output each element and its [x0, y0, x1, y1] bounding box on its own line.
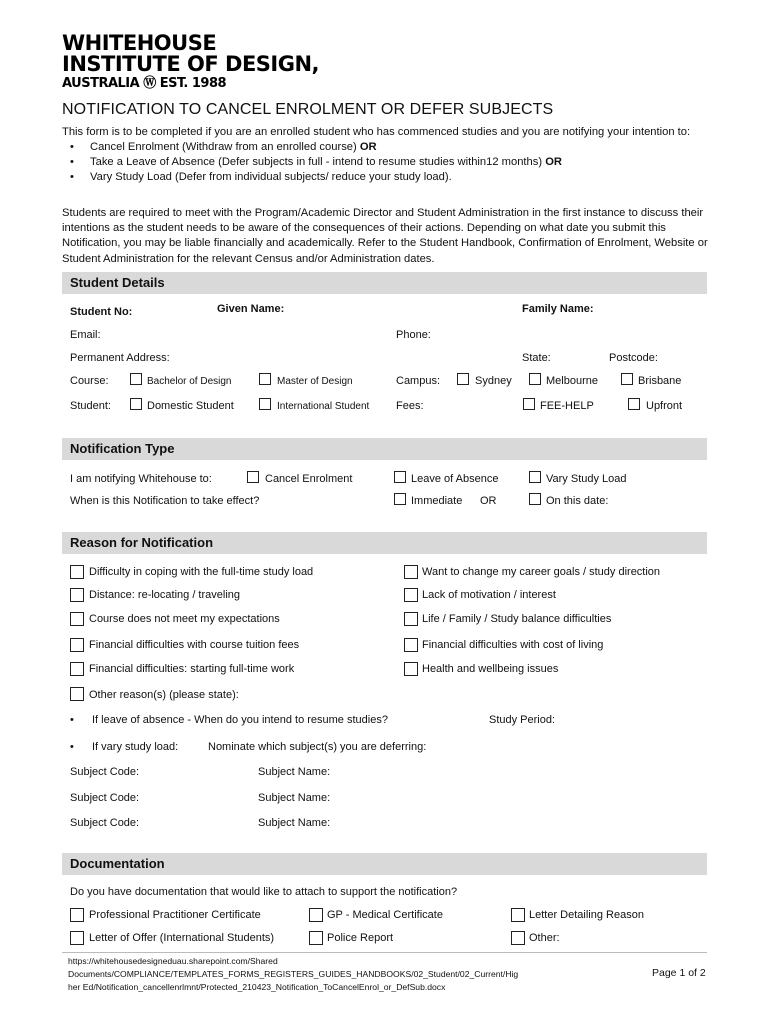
vary-study-load-label: Vary Study Load	[546, 473, 627, 485]
doc-checkbox[interactable]	[70, 931, 84, 945]
footer-line: https://whitehousedesigneduau.sharepoint.com/Shared	[68, 956, 278, 966]
subject-code-label: Subject Code:	[70, 792, 140, 804]
doc-label: Police Report	[327, 932, 394, 944]
footer-line: her Ed/Notification_cancellenrlmnt/Protected_210423_Notification_ToCancelEnrol_or_DefSub.docx	[68, 982, 446, 992]
state-label: State:	[522, 352, 551, 364]
intro-text: This form is to be completed if you are an enrolled student who has commenced studies and you are notifying your intention to:	[62, 126, 691, 138]
doc-label: Letter of Offer (International Students)	[89, 932, 275, 944]
reason-checkbox[interactable]	[70, 662, 84, 676]
leave-of-absence-checkbox[interactable]	[394, 471, 406, 483]
feehelp-label: FEE-HELP	[540, 400, 594, 412]
institute-logo	[62, 33, 319, 93]
phone-label: Phone:	[396, 329, 431, 341]
reason-checkbox[interactable]	[404, 612, 418, 626]
subject-name-label: Subject Name:	[258, 817, 331, 829]
student-details-header	[62, 272, 707, 294]
feehelp-checkbox[interactable]	[523, 398, 535, 410]
other-reason-label: Other reason(s) (please state):	[89, 689, 239, 701]
given-name-label: Given Name:	[217, 303, 285, 315]
subject-code-label: Subject Code:	[70, 817, 140, 829]
cancel-enrolment-checkbox[interactable]	[247, 471, 259, 483]
sydney-label: Sydney	[475, 375, 512, 387]
domestic-checkbox[interactable]	[130, 398, 142, 410]
melbourne-label: Melbourne	[546, 375, 598, 387]
international-label: International Student	[277, 401, 370, 412]
immediate-checkbox[interactable]	[394, 493, 406, 505]
leave-question: • If leave of absence - When do you intend to resume studies?	[92, 714, 388, 726]
fees-label: Fees:	[396, 400, 424, 412]
brisbane-label: Brisbane	[638, 375, 682, 387]
documentation-question: Do you have documentation that would like to attach to support the notification?	[70, 886, 458, 898]
or-label: OR	[480, 495, 497, 507]
subject-name-label: Subject Name:	[258, 766, 331, 778]
intro-bullet-text: Take a Leave of Absence (Defer subjects in full - intend to resume studies within12 months)	[90, 156, 546, 168]
notifying-label: I am notifying Whitehouse to:	[70, 473, 212, 485]
immediate-label: Immediate	[411, 495, 463, 507]
campus-label: Campus:	[396, 375, 441, 387]
international-checkbox[interactable]	[259, 398, 271, 410]
postcode-label: Postcode:	[609, 352, 658, 364]
intro-bullet-text: Cancel Enrolment (Withdraw from an enrolled course)	[90, 141, 360, 153]
domestic-label: Domestic Student	[147, 400, 234, 412]
reason-label: Financial difficulties: starting full-time work	[89, 663, 295, 675]
page-number: Page 1 of 2	[652, 967, 706, 979]
subject-code-label: Subject Code:	[70, 766, 140, 778]
nominate-label: Nominate which subject(s) you are deferring:	[208, 741, 427, 753]
bachelor-checkbox[interactable]	[130, 373, 142, 385]
upfront-label: Upfront	[646, 400, 683, 412]
family-name-label: Family Name:	[522, 303, 594, 315]
doc-label: GP - Medical Certificate	[327, 909, 443, 921]
student-no-label: Student No:	[70, 306, 133, 318]
form-title: NOTIFICATION TO CANCEL ENROLMENT OR DEFER SUBJECTS	[62, 101, 554, 118]
intro-bullet	[62, 155, 712, 170]
reason-checkbox[interactable]	[404, 638, 418, 652]
reason-label: Difficulty in coping with the full-time study load	[89, 566, 314, 578]
intro-bullet-bold: OR	[359, 141, 377, 153]
doc-label: Letter Detailing Reason	[529, 909, 644, 921]
doc-checkbox[interactable]	[309, 908, 323, 922]
instructions-paragraph: Students are required to meet with the Program/Academic Director and Student Administration in the first instance to discuss their intentions as the student needs to be aware of the consequences of their actions. Depending on what date you submit this Notification, you may be liable financially and academically. Refer to the Student Handbook, Confirmation of Enrolment, Website or Student Administration for the relevant Census and/or Administration dates.	[62, 207, 708, 265]
vary-question: • If vary study load:	[92, 741, 178, 753]
doc-label: Other:	[529, 932, 560, 944]
on-date-label: On this date:	[546, 495, 609, 507]
reason-checkbox[interactable]	[404, 565, 418, 579]
notification-type-header	[62, 438, 707, 460]
doc-checkbox[interactable]	[70, 908, 84, 922]
when-label: When is this Notification to take effect?	[70, 495, 260, 507]
reason-label: Financial difficulties with course tuition fees	[89, 639, 300, 651]
reason-label: Lack of motivation / interest	[422, 589, 556, 601]
intro-block	[62, 125, 712, 185]
reason-label: Financial difficulties with cost of living	[422, 639, 604, 651]
intro-bullets	[62, 140, 712, 185]
master-checkbox[interactable]	[259, 373, 271, 385]
intro-bullet-text: Vary Study Load (Defer from individual subjects/ reduce your study load).	[90, 171, 452, 183]
doc-checkbox[interactable]	[511, 908, 525, 922]
reason-checkbox[interactable]	[70, 588, 84, 602]
leave-of-absence-label: Leave of Absence	[411, 473, 499, 485]
course-label: Course:	[70, 375, 109, 387]
logo-line-3: AUSTRALIA Ⓦ EST. 1988	[62, 76, 227, 91]
reason-label: Distance: re-locating / traveling	[89, 589, 241, 601]
reason-checkbox[interactable]	[70, 638, 84, 652]
doc-label: Professional Practitioner Certificate	[89, 909, 261, 921]
master-label: Master of Design	[277, 376, 353, 387]
bachelor-label: Bachelor of Design	[147, 376, 232, 387]
section-heading: Documentation	[70, 856, 165, 871]
reason-checkbox[interactable]	[404, 588, 418, 602]
reason-checkbox[interactable]	[70, 612, 84, 626]
intro-bullet-bold: OR	[545, 156, 562, 168]
reason-label: Life / Family / Study balance difficulties	[422, 613, 612, 625]
section-heading: Notification Type	[70, 441, 175, 456]
intro-bullet	[62, 170, 712, 185]
cancel-enrolment-label: Cancel Enrolment	[265, 473, 353, 485]
reason-label: Health and wellbeing issues	[422, 663, 559, 675]
brisbane-checkbox[interactable]	[621, 373, 633, 385]
doc-checkbox[interactable]	[309, 931, 323, 945]
intro-bullet	[62, 140, 712, 155]
documentation-header	[62, 853, 707, 875]
on-date-checkbox[interactable]	[529, 493, 541, 505]
subject-name-label: Subject Name:	[258, 792, 331, 804]
address-label: Permanent Address:	[70, 352, 170, 364]
reason-label: Course does not meet my expectations	[89, 613, 280, 625]
section-heading: Reason for Notification	[70, 535, 214, 550]
reason-label: Want to change my career goals / study direction	[422, 566, 661, 578]
logo-line-2: INSTITUTE OF DESIGN,	[62, 52, 320, 76]
upfront-checkbox[interactable]	[628, 398, 640, 410]
section-heading: Student Details	[70, 275, 165, 290]
footer-line: Documents/COMPLIANCE/TEMPLATES_FORMS_REGISTERS_GUIDES_HANDBOOKS/02_Student/02_Current/Hig	[68, 969, 519, 979]
logo-line-1: WHITEHOUSE	[62, 31, 217, 55]
reason-header	[62, 532, 707, 554]
reason-checkbox[interactable]	[70, 565, 84, 579]
email-label: Email:	[70, 329, 101, 341]
study-period-label: Study Period:	[489, 714, 556, 726]
reason-checkbox[interactable]	[404, 662, 418, 676]
sydney-checkbox[interactable]	[457, 373, 469, 385]
student-type-label: Student:	[70, 400, 111, 412]
vary-study-load-checkbox[interactable]	[529, 471, 541, 483]
doc-checkbox[interactable]	[511, 931, 525, 945]
other-reason-checkbox[interactable]	[70, 687, 84, 701]
footer-path	[68, 955, 588, 994]
melbourne-checkbox[interactable]	[529, 373, 541, 385]
footer-divider	[62, 952, 707, 953]
